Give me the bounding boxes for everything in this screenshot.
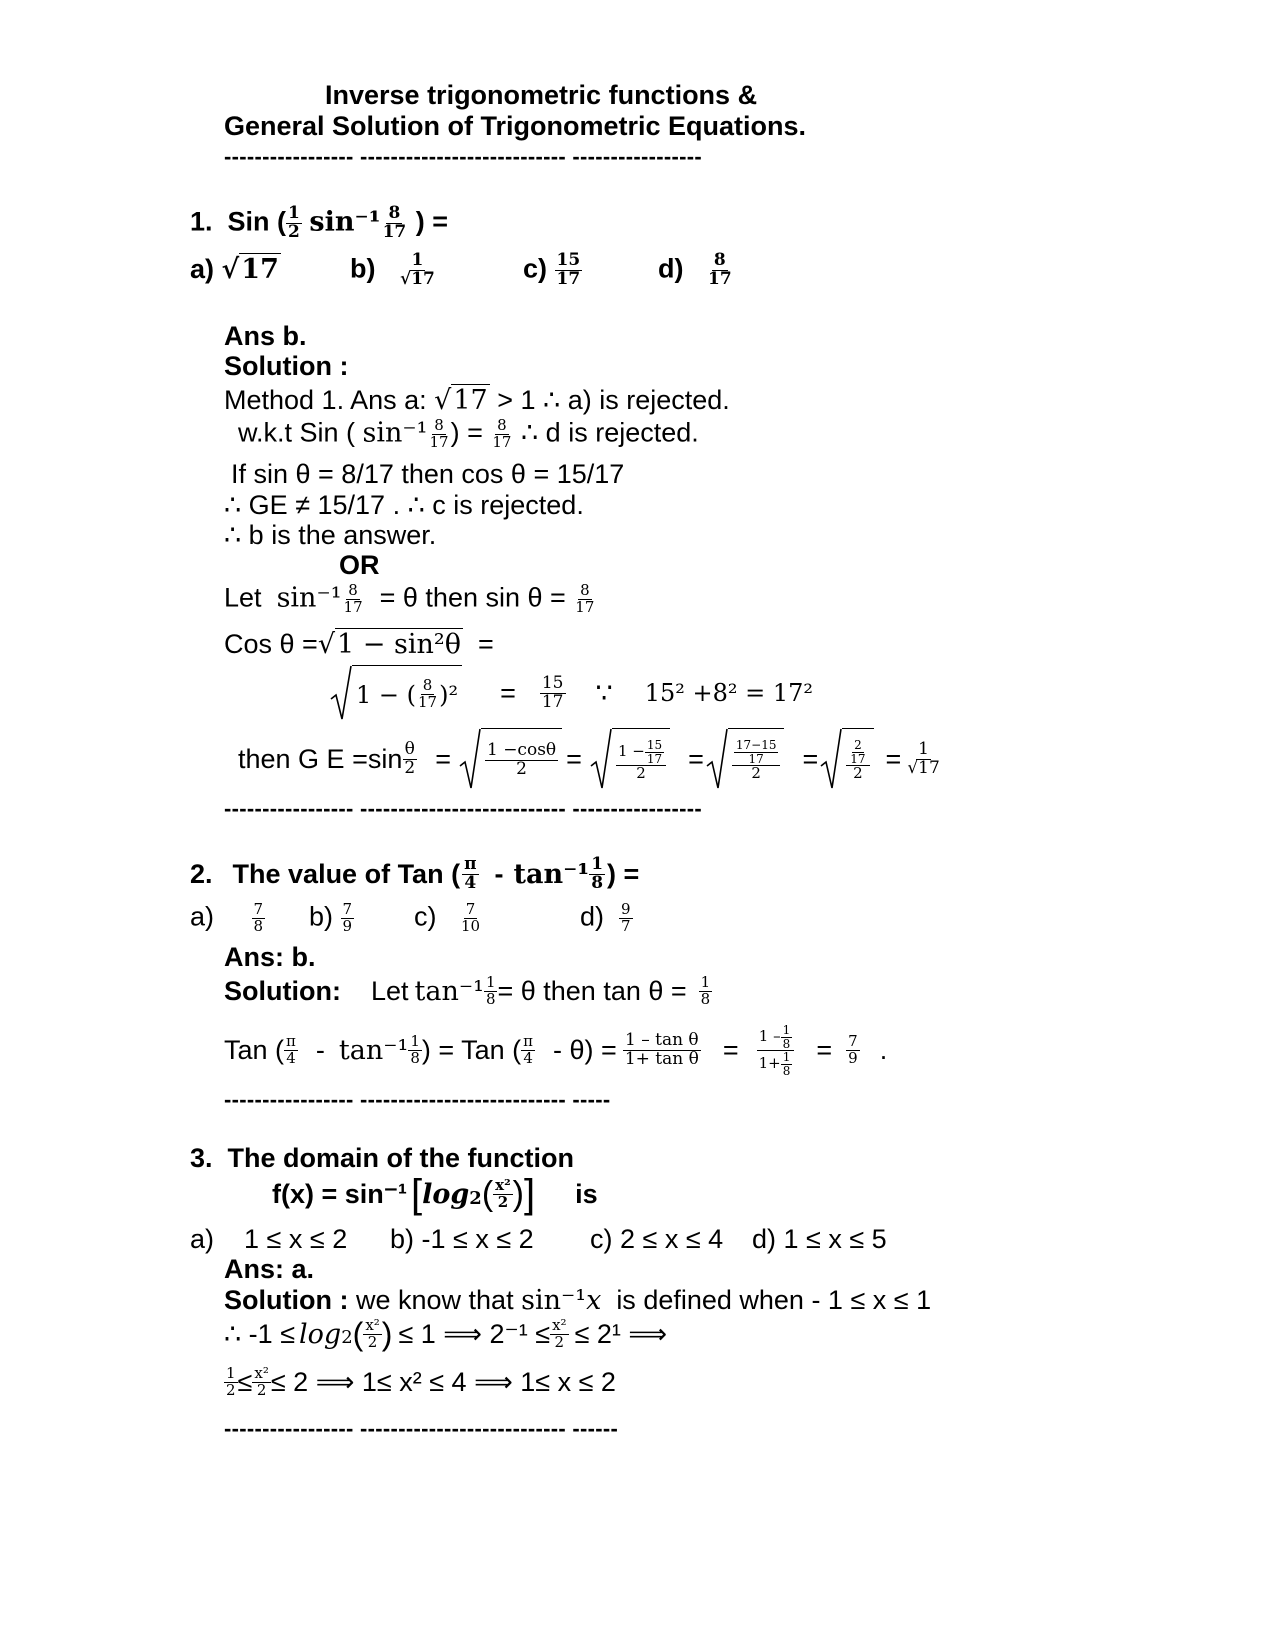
q1-r2-d: 17 xyxy=(646,751,663,766)
q1-half-num: 1 xyxy=(288,203,300,223)
q2-f2-top: 1 – xyxy=(758,1027,781,1046)
q1-option-b-num: 1 xyxy=(411,250,424,270)
q2-question xyxy=(190,856,639,893)
q3-log-base: 2 xyxy=(469,1188,482,1209)
q1-prefix: Sin ( xyxy=(227,206,287,237)
q1-final-num: 1 xyxy=(918,738,929,759)
q1-option-b-den: 17 xyxy=(411,268,435,289)
q1-option-d xyxy=(658,252,734,289)
q1-wkt-num2: 8 xyxy=(497,416,507,434)
q3-l2-one: 1 xyxy=(226,1364,236,1382)
q1-half-den: 2 xyxy=(288,221,300,242)
q2-f2-top-eight: 8 xyxy=(782,1036,791,1051)
q1-final-den: 17 xyxy=(918,757,940,778)
q3-line1: ∴ -1 ≤ log 2 ( x² 2 ) ≤ 1 ⟹ 2⁻¹ ≤ $\frac{\text{x²}}{2}$ ≤ 2¹ ⟹ xyxy=(224,1316,668,1353)
q3-solution-line xyxy=(224,1287,931,1314)
q2-result-den: 9 xyxy=(848,1049,858,1068)
q2-f2-top-one: 1 xyxy=(782,1023,791,1037)
q1-asin: sin⁻¹ xyxy=(309,206,381,238)
q2-close: ) = xyxy=(607,858,640,889)
q2-one: 1 xyxy=(591,854,604,874)
q2-f1-num: 1 – tan θ xyxy=(624,1030,699,1051)
q2-line-atan: tan⁻¹ xyxy=(338,1035,409,1067)
q2-option-d xyxy=(580,902,633,935)
q2-f2-bot-one: 1 xyxy=(782,1050,791,1065)
q1-option-d-den: 17 xyxy=(708,268,732,289)
q1-r4-d: 17 xyxy=(850,751,866,766)
q3-sol-post: is defined when - 1 ≤ x ≤ 1 xyxy=(616,1285,932,1315)
q1-question xyxy=(190,205,448,242)
q2-option-b-label: b) xyxy=(309,901,334,932)
q1-answer: Ans b. xyxy=(224,321,307,351)
q2-solution-label: Solution: xyxy=(224,975,341,1006)
q3-l2-two: 2 xyxy=(226,1380,236,1399)
q3-sol-sin: sin⁻¹ xyxy=(521,1285,587,1316)
q3-l1-twob: 2 xyxy=(554,1332,565,1351)
q2-option-d-den: 7 xyxy=(621,916,631,935)
q1-root-res-den: 17 xyxy=(541,691,564,712)
q2-option-a-label: a) xyxy=(190,901,215,932)
page-title-line2: General Solution of Trigonometric Equations. xyxy=(224,111,807,141)
q3-l1-post: ≤ 2¹ ⟹ xyxy=(574,1318,668,1349)
q1-solution-label: Solution : xyxy=(224,351,349,381)
q1-frac-den: 17 xyxy=(382,221,407,242)
q2-number: 2. xyxy=(190,858,213,889)
q1-let-num2: 8 xyxy=(580,581,590,599)
q1-wkt-num: 8 xyxy=(434,416,444,434)
q3-solution-label: Solution : xyxy=(224,1285,349,1315)
q3-sol-x: x xyxy=(586,1285,602,1316)
q1-root-res-num: 15 xyxy=(541,672,564,693)
q1-r2-one: 1 − xyxy=(617,742,645,761)
q2-atan: tan⁻¹ xyxy=(513,858,590,890)
q2-calc-line: Tan ( π 4 - tan⁻¹ 1 8 ) = Tan ( π 4 - θ) = $\frac{\text{1 – tan θ}}{\text{1+ tan θ}}$ = 1 – 1 8 1+ $\frac{1}{8}$ = $\frac{7}{9}$ . xyxy=(224,1023,888,1078)
q2-f2-bot: 1+ xyxy=(758,1054,781,1073)
q1-root-pre: 1 − ( xyxy=(356,680,416,709)
q1-option-a-label: a) xyxy=(190,254,215,284)
q1-wkt-den2: 17 xyxy=(492,432,512,451)
q1-ge-theta: θ xyxy=(404,738,415,759)
q2-four: 4 xyxy=(464,872,477,893)
q2-f2-bot-eight: 8 xyxy=(782,1063,791,1078)
q2-pi: π xyxy=(464,854,477,874)
q2-line-mid: ) = Tan ( xyxy=(421,1035,522,1066)
q1-let-den: 17 xyxy=(343,597,363,616)
q3-x2: x² xyxy=(495,1175,511,1194)
q2-option-a-num: 7 xyxy=(253,900,264,918)
q2-option-d-label: d) xyxy=(580,901,605,932)
q1-option-c-den: 17 xyxy=(556,268,581,289)
q2-eight: 8 xyxy=(591,872,604,893)
q1-r3-d: 17 xyxy=(748,751,764,766)
separator-q3: ----------------- --------------------------- ------ xyxy=(224,1416,619,1441)
q1-cos-line: Cos θ =√1 − sin²θ = xyxy=(224,629,494,660)
q2-option-c xyxy=(414,902,482,935)
q1-wkt-line xyxy=(238,418,699,451)
q3-option-d: d) 1 ≤ x ≤ 5 xyxy=(752,1224,887,1254)
q2-f1-den: 1+ tan θ xyxy=(624,1049,699,1070)
q1-option-d-label: d) xyxy=(658,253,684,284)
q2-line-pi2: π xyxy=(523,1032,534,1051)
q1-r3-n: 17−15 xyxy=(735,738,777,753)
q1-let-sin: sin⁻¹ xyxy=(276,582,342,614)
q3-answer: Ans: a. xyxy=(224,1254,315,1284)
q1-method1-rad: 17 xyxy=(453,385,488,416)
q1-method1: Method 1. Ans a: √17 > 1 ∴ a) is rejected. xyxy=(224,385,730,416)
q1-root-den: 17 xyxy=(418,693,438,711)
q3-option-c: c) 2 ≤ x ≤ 4 xyxy=(590,1224,724,1254)
q2-line-pi: π xyxy=(286,1032,296,1051)
q1-root-num: 8 xyxy=(422,676,433,695)
q1-because: ∵ xyxy=(595,677,613,708)
q2-minus: - xyxy=(494,858,504,889)
q1-r4-n: 2 xyxy=(854,738,862,753)
q2-result-num: 7 xyxy=(848,1032,858,1051)
q3-option-a-value: 1 ≤ x ≤ 2 xyxy=(244,1224,348,1254)
q1-option-a: a) √17 xyxy=(190,254,279,285)
q2-text: The value of Tan ( xyxy=(232,858,461,889)
q1-r1-den: 2 xyxy=(516,759,527,779)
q3-l2-le: ≤ xyxy=(237,1366,253,1397)
q3-question xyxy=(190,1145,574,1172)
q2-line-four: 4 xyxy=(286,1049,296,1068)
q3-l2-x2: x² xyxy=(254,1364,269,1382)
q1-method1-pre: Method 1. Ans a: xyxy=(224,385,427,415)
q3-two: 2 xyxy=(497,1192,509,1211)
q1-ge-line: ∴ GE ≠ 15/17 . ∴ c is rejected. xyxy=(224,490,584,520)
q2-option-b-den: 9 xyxy=(342,916,353,935)
q2-option-c-den: 10 xyxy=(461,916,481,935)
q1-cos-pre: Cos θ = xyxy=(224,629,318,659)
q1-number: 1. xyxy=(190,206,213,237)
q3-l2-post: ≤ 2 ⟹ 1≤ x² ≤ 4 ⟹ 1≤ x ≤ 2 xyxy=(270,1366,616,1397)
q1-option-b-label: b) xyxy=(350,253,376,284)
q2-let-mid: = θ then tan θ = xyxy=(497,975,687,1006)
page-title-line1: Inverse trigonometric functions & xyxy=(325,80,758,110)
q2-let-one: 1 xyxy=(485,973,496,991)
q2-let-eight: 8 xyxy=(485,989,496,1008)
q1-wkt-den: 17 xyxy=(429,432,449,451)
q3-option-a xyxy=(190,1226,347,1253)
q3-l1-log-base: 2 xyxy=(341,1326,353,1348)
q2-option-c-label: c) xyxy=(414,901,437,932)
q2-option-a-den: 8 xyxy=(253,916,264,935)
separator-q2: ----------------- --------------------------- ----- xyxy=(224,1087,611,1112)
q2-line-theta: - θ) = xyxy=(553,1035,617,1066)
q1-wkt-post: ∴ d is rejected. xyxy=(521,417,699,448)
q1-root-post: )² xyxy=(439,680,459,709)
q1-wkt-mid: ) = xyxy=(450,417,483,448)
q3-l1-two: 2 xyxy=(367,1332,378,1351)
q1-r2-n: 15 xyxy=(646,738,663,753)
q1-ge-chain: then G E =sin $\frac{\theta}{2}$ = $\frac{1 -\cos\theta}{2}$ = 1 − $\frac{15}{17}$ 2 = $\frac{17-15}{17}$ 2 = $\frac{2}{17}$ 2 = $\frac{1}{√17}$ xyxy=(238,728,942,790)
q1-r4-den: 2 xyxy=(853,764,863,783)
q3-option-a-label: a) xyxy=(190,1224,215,1254)
q1-method1-post: > 1 ∴ a) is rejected. xyxy=(497,385,730,415)
q1-ge-pre: then G E =sin xyxy=(238,743,403,774)
q1-r3-den: 2 xyxy=(751,764,761,783)
q1-option-d-num: 8 xyxy=(713,250,726,270)
q3-number: 3. xyxy=(190,1143,213,1173)
q2-option-d-num: 9 xyxy=(621,900,631,918)
q2-line-pre: Tan ( xyxy=(224,1035,285,1066)
q2-options xyxy=(190,902,265,935)
q1-frac-num: 8 xyxy=(388,203,401,223)
separator-top: ----------------- --------------------------- ----------------- xyxy=(224,144,703,169)
q3-sol-text: we know that xyxy=(355,1285,514,1315)
q3-fx: f(x) = sin⁻¹ xyxy=(272,1178,408,1209)
q1-option-c xyxy=(523,252,582,289)
q3-l1-mid: ≤ 1 ⟹ 2⁻¹ ≤ xyxy=(398,1318,551,1349)
q1-if-line: If sin θ = 8/17 then cos θ = 15/17 xyxy=(231,459,625,489)
q1-frac xyxy=(381,205,409,242)
q1-option-b: b) $\frac{1}{√17}$ xyxy=(350,250,435,289)
q1-cos-post: = xyxy=(477,629,494,659)
q2-line-four2: 4 xyxy=(523,1049,533,1068)
separator-q1: ----------------- --------------------------- ----------------- xyxy=(224,796,703,821)
q1-let-den2: 17 xyxy=(575,597,595,616)
q1-cos-rad: 1 − sin²θ xyxy=(337,629,461,660)
q1-let-mid: = θ then sin θ = xyxy=(379,582,566,613)
q1-let-line xyxy=(224,583,596,616)
q2-let-pre: Let xyxy=(370,975,409,1006)
q2-option-b xyxy=(309,902,354,935)
q1-half xyxy=(286,205,302,242)
q3-line2 xyxy=(224,1366,616,1399)
q1-r2-den: 2 xyxy=(636,764,646,783)
q1-wkt-pre: w.k.t Sin ( xyxy=(238,417,356,448)
q1-root-line xyxy=(330,665,813,721)
q2-option-c-num: 7 xyxy=(465,900,476,918)
q1-wkt-sin: sin⁻¹ xyxy=(362,417,428,449)
q1-b-line: ∴ b is the answer. xyxy=(224,520,437,550)
q1-option-c-num: 15 xyxy=(556,250,581,270)
q2-option-b-num: 7 xyxy=(342,900,353,918)
q2-let-eight2: 8 xyxy=(700,989,711,1008)
q3-l1-pre: ∴ -1 ≤ xyxy=(224,1318,296,1349)
q2-let-one2: 1 xyxy=(700,973,711,991)
q3-function: f(x) = sin⁻¹ [ log 2 ( x² 2 ) ] is xyxy=(272,1172,598,1216)
q1-or: OR xyxy=(339,550,380,580)
q3-log: log xyxy=(422,1178,470,1210)
q2-solution-line xyxy=(224,975,712,1008)
q3-l1-x2b: x² xyxy=(552,1316,567,1334)
q3-l2-x2-two: 2 xyxy=(256,1380,267,1399)
q1-suffix: ) = xyxy=(415,206,449,237)
q1-let-num: 8 xyxy=(348,581,358,599)
q2-let-tan: tan⁻¹ xyxy=(414,975,484,1007)
q3-option-b: b) -1 ≤ x ≤ 2 xyxy=(390,1224,534,1254)
q2-line-eight: 8 xyxy=(410,1049,420,1068)
q3-is: is xyxy=(575,1178,598,1209)
q3-l1-log: log xyxy=(299,1318,342,1350)
q2-line-minus: - xyxy=(315,1035,325,1066)
q1-pyth: 15² +8² = 17² xyxy=(644,679,814,707)
q2-answer: Ans: b. xyxy=(224,942,316,972)
q2-dot: . xyxy=(879,1035,888,1066)
q1-root-eq: = xyxy=(500,677,516,708)
q3-text: The domain of the function xyxy=(227,1143,575,1173)
q1-ge-two: 2 xyxy=(404,757,416,778)
q1-let-pre: Let xyxy=(224,582,262,613)
q2-line-one: 1 xyxy=(410,1032,420,1051)
q1-option-c-label: c) xyxy=(523,253,548,284)
q1-r1-num: 1 −cosθ xyxy=(486,740,557,761)
q3-l1-x2: x² xyxy=(365,1316,380,1334)
q1-option-a-value: 17 xyxy=(241,254,279,285)
